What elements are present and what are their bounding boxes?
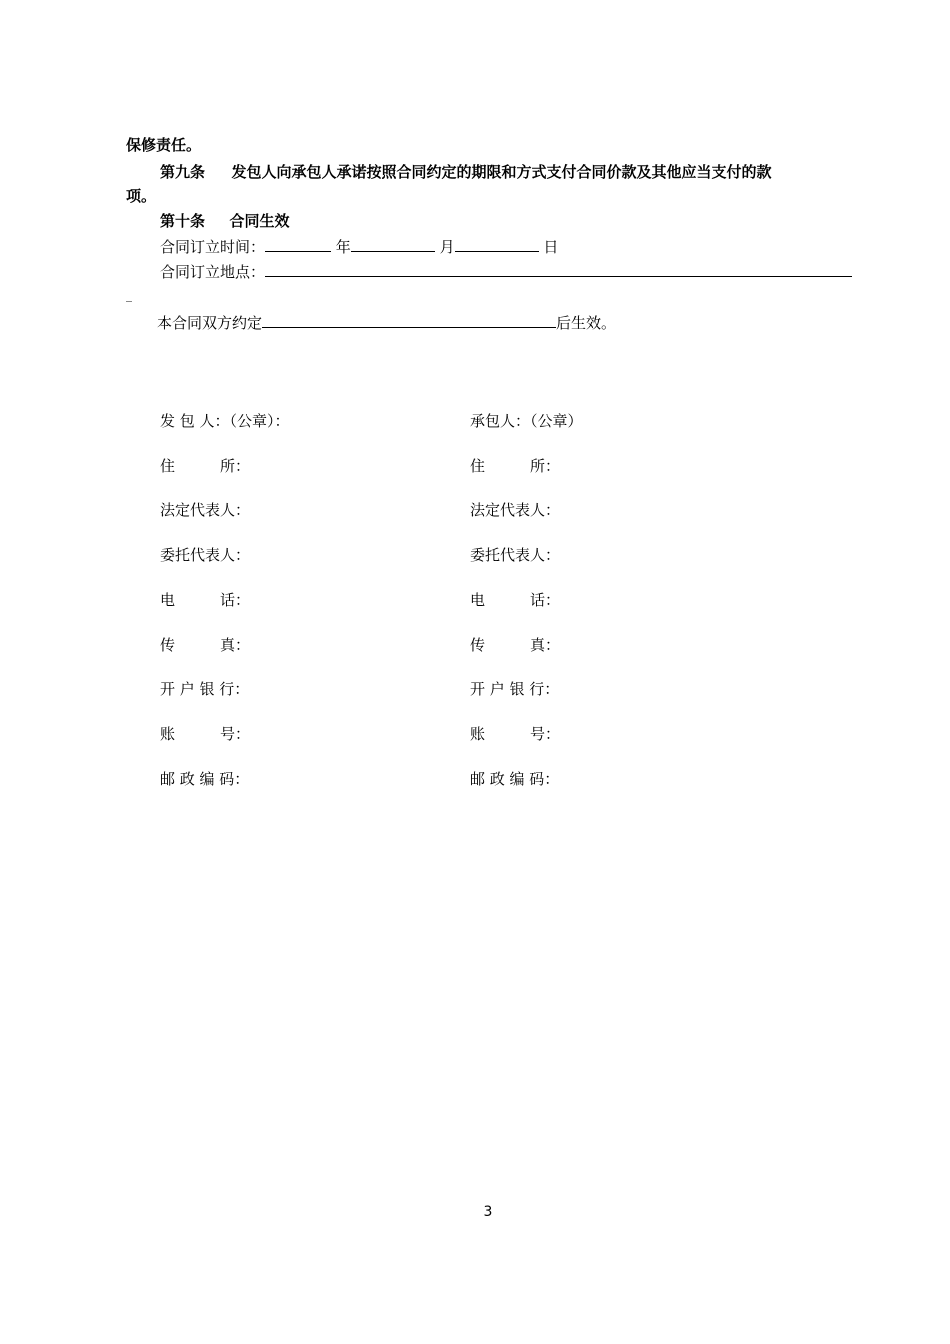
article-9-cont-text: 项。 <box>126 187 157 205</box>
sign-place-label: 合同订立地点： <box>160 263 266 281</box>
year-label: 年 <box>335 238 351 256</box>
party-a-agent-label <box>160 544 250 565</box>
stray-underscore: _ <box>126 288 132 302</box>
party-a-legal-rep-label <box>160 499 250 520</box>
party-a-phone-label <box>160 589 250 610</box>
warranty-line <box>126 134 201 155</box>
party-a-account-text: 账 号： <box>160 725 251 743</box>
party-b-account-label <box>470 723 560 744</box>
party-b-address-label <box>470 455 560 476</box>
day-blank[interactable] <box>455 236 539 252</box>
party-b-phone-text: 电 话： <box>470 591 561 609</box>
party-a-postcode-text: 邮 政 编 码： <box>160 770 250 788</box>
party-a-employer-label <box>160 410 290 431</box>
article-10-title: 合同生效 <box>229 212 290 230</box>
party-b-agent-label <box>470 544 560 565</box>
party-a-address-label <box>160 455 250 476</box>
sign-time-label: 合同订立时间： <box>160 238 266 256</box>
party-a-legal-rep-text: 法定代表人： <box>160 501 251 519</box>
party-b-bank-label <box>470 678 559 699</box>
party-b-contractor-label <box>470 410 583 431</box>
party-b-fax-label <box>470 634 560 655</box>
party-b-phone-label <box>470 589 560 610</box>
article-9-continuation <box>126 185 156 206</box>
party-a-label-text: 发 包 人：（公章）： <box>160 412 290 430</box>
party-b-fax-text: 传 真： <box>470 636 561 654</box>
sign-place-blank[interactable] <box>265 261 852 277</box>
party-a-bank-text: 开 户 银 行： <box>160 680 250 698</box>
article-9-body: 发包人向承包人承诺按照合同约定的期限和方式支付合同价款及其他应当支付的款 <box>231 163 772 181</box>
party-a-fax-text: 传 真： <box>160 636 251 654</box>
party-a-agent-text: 委托代表人： <box>160 546 251 564</box>
party-b-legal-rep-label <box>470 499 560 520</box>
sign-place-line <box>160 261 852 282</box>
month-label: 月 <box>439 238 455 256</box>
party-b-bank-text: 开 户 银 行： <box>470 680 560 698</box>
party-a-bank-label <box>160 678 249 699</box>
article-9-heading: 第九条 <box>160 163 206 181</box>
effect-prefix: 本合同双方约定 <box>157 314 263 332</box>
party-b-label-text: 承包人：（公章） <box>470 412 583 430</box>
day-label: 日 <box>543 238 559 256</box>
party-b-postcode-text: 邮 政 编 码： <box>470 770 560 788</box>
article-10-heading: 第十条 <box>160 212 206 230</box>
page-number: 3 <box>483 1204 493 1220</box>
party-b-agent-text: 委托代表人： <box>470 546 561 564</box>
party-b-postcode-label <box>470 768 559 789</box>
party-a-address-text: 住 所： <box>160 457 251 475</box>
article-9-line <box>160 161 772 182</box>
effect-suffix: 后生效。 <box>556 314 617 332</box>
party-b-account-text: 账 号： <box>470 725 561 743</box>
warranty-text: 保修责任。 <box>126 136 202 154</box>
party-a-fax-label <box>160 634 250 655</box>
article-10-line <box>160 210 290 231</box>
effect-condition-blank[interactable] <box>262 312 556 328</box>
party-b-legal-rep-text: 法定代表人： <box>470 501 561 519</box>
year-blank[interactable] <box>265 236 331 252</box>
party-a-phone-text: 电 话： <box>160 591 251 609</box>
month-blank[interactable] <box>351 236 435 252</box>
party-b-address-text: 住 所： <box>470 457 561 475</box>
party-a-postcode-label <box>160 768 249 789</box>
effect-line <box>157 312 616 333</box>
stray-underscore-line <box>126 288 132 302</box>
party-a-account-label <box>160 723 250 744</box>
sign-time-line <box>160 236 558 257</box>
